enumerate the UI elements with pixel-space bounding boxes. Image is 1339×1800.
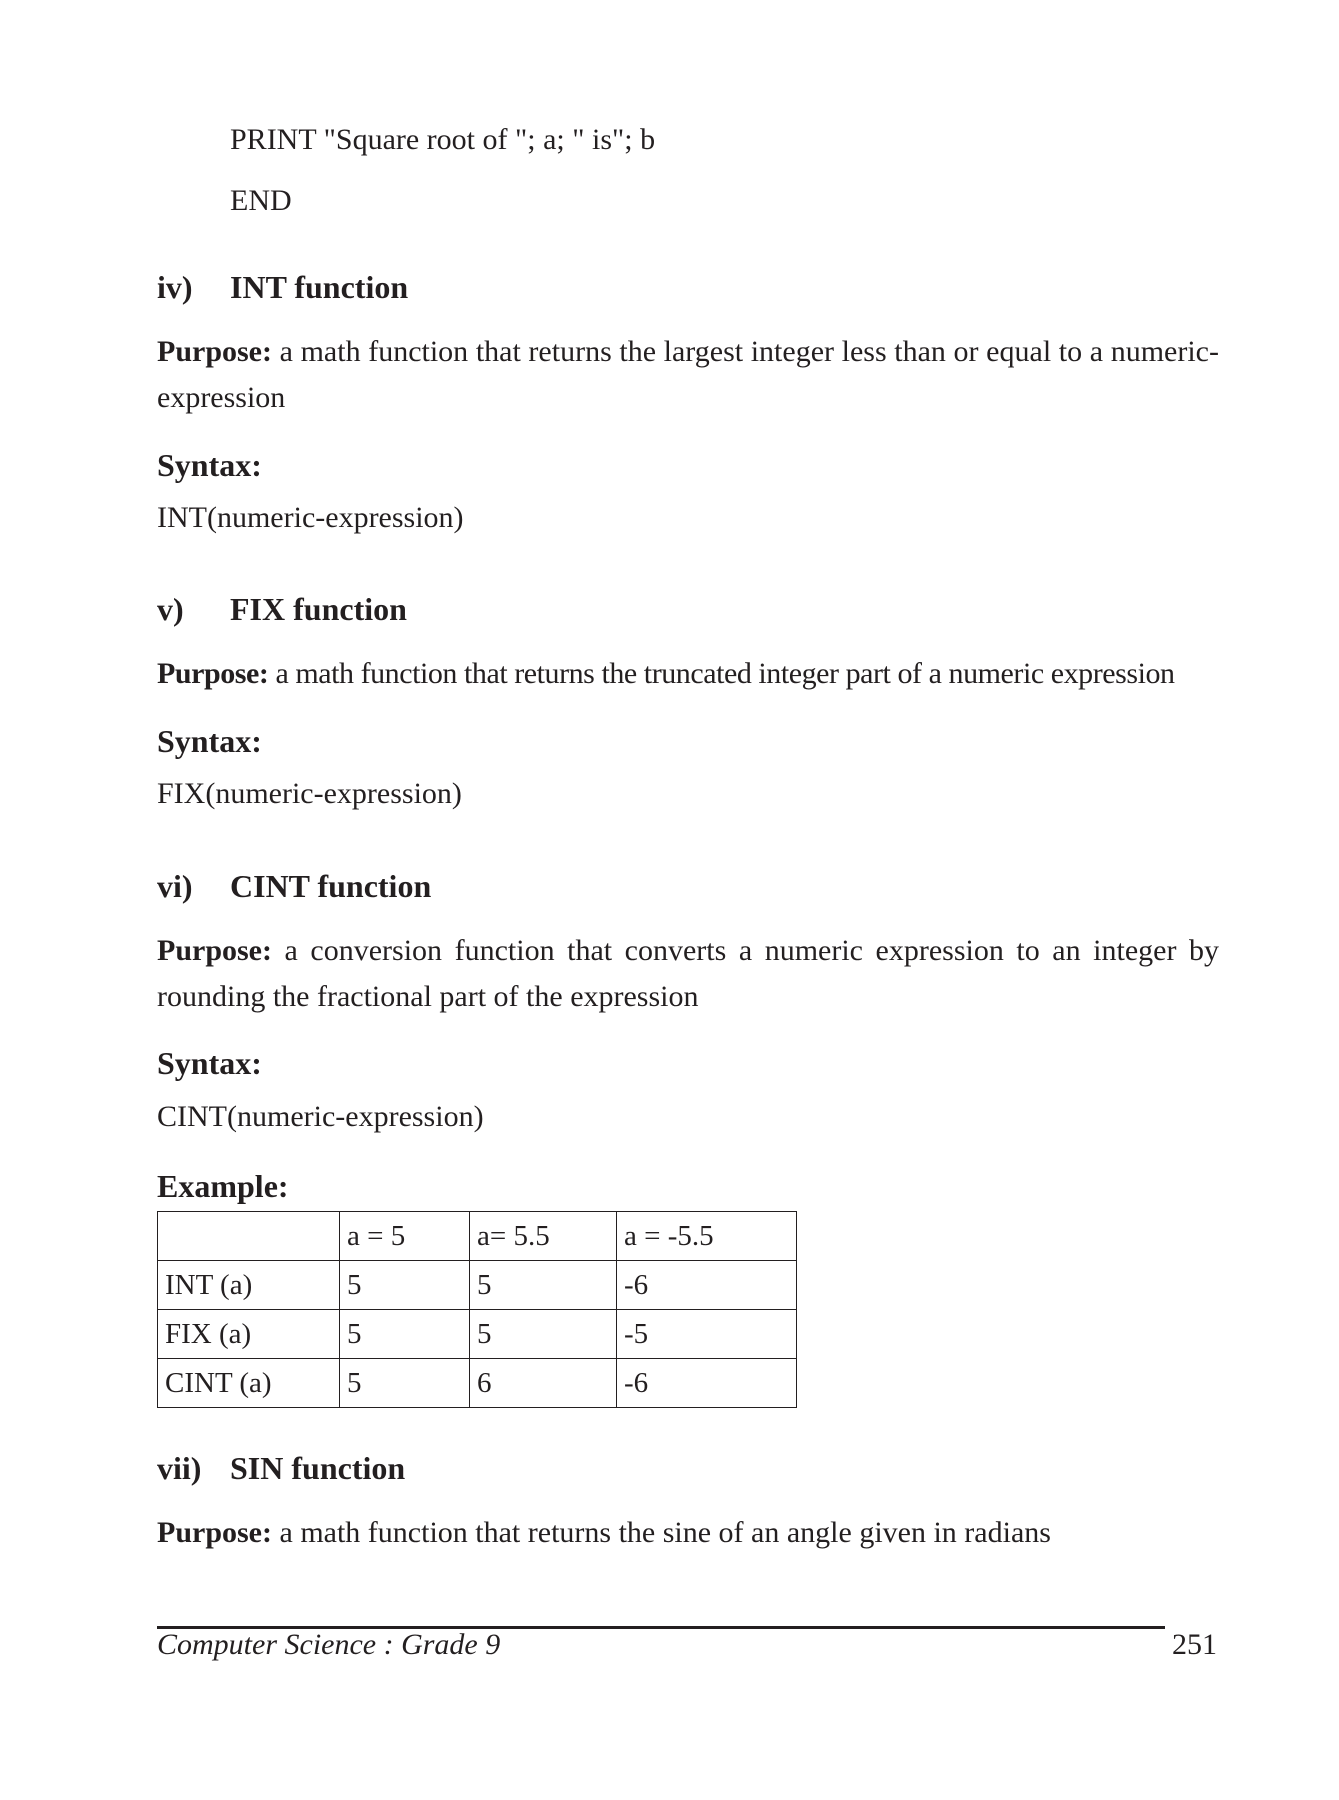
syntax-cint: CINT(numeric-expression) [157, 1100, 484, 1133]
footer-book-title: Computer Science : Grade 9 [157, 1628, 501, 1661]
table-row-label: INT (a) [158, 1261, 340, 1310]
example-table [157, 1211, 797, 1408]
table-cell: -6 [617, 1261, 797, 1310]
purpose-paragraph-cint [157, 928, 1219, 1020]
section-number: vii) [157, 1450, 202, 1486]
syntax-label-fix: Syntax: [157, 723, 262, 759]
purpose-label: Purpose: [157, 934, 272, 967]
table-cell: 5 [470, 1310, 617, 1359]
syntax-label-int: Syntax: [157, 447, 262, 483]
table-cell: 5 [470, 1261, 617, 1310]
table-header-cell: a = -5.5 [617, 1212, 797, 1261]
code-line-end: END [230, 184, 292, 217]
table-row [158, 1310, 797, 1359]
section-title: INT function [230, 269, 409, 305]
table-header-row [158, 1212, 797, 1261]
table-row [158, 1261, 797, 1310]
purpose-text: a math function that returns the truncated integer part of a numeric expression [268, 657, 1175, 690]
section-number: vi) [157, 868, 193, 904]
purpose-text: a math function that returns the sine of an angle given in radians [272, 1516, 1051, 1549]
section-title: FIX function [230, 591, 407, 627]
purpose-paragraph-sin [157, 1510, 1219, 1556]
table-row-label: FIX (a) [158, 1310, 340, 1359]
table-cell: -5 [617, 1310, 797, 1359]
purpose-paragraph-int [157, 329, 1219, 421]
page-number: 251 [1172, 1628, 1217, 1661]
syntax-fix: FIX(numeric-expression) [157, 777, 462, 810]
table-cell: 5 [340, 1261, 470, 1310]
purpose-label: Purpose: [157, 1516, 272, 1549]
purpose-text: a math function that returns the largest integer less than or equal to a numeric-expression [157, 335, 1219, 414]
purpose-label: Purpose: [157, 335, 272, 368]
section-title: CINT function [230, 868, 432, 904]
table-cell: 5 [340, 1310, 470, 1359]
table-row-label: CINT (a) [158, 1359, 340, 1408]
table-header-cell [158, 1212, 340, 1261]
section-title: SIN function [230, 1450, 406, 1486]
section-number: iv) [157, 269, 193, 305]
table-header-cell: a = 5 [340, 1212, 470, 1261]
code-line-print: PRINT "Square root of "; a; " is"; b [230, 123, 656, 156]
syntax-label-cint: Syntax: [157, 1045, 262, 1081]
purpose-paragraph-fix [157, 651, 1219, 697]
purpose-text: a conversion function that converts a numeric expression to an integer by rounding the fractional part of the expression [157, 934, 1219, 1013]
purpose-label: Purpose: [157, 657, 269, 690]
syntax-int: INT(numeric-expression) [157, 501, 464, 534]
section-number: v) [157, 591, 184, 627]
example-label: Example: [157, 1168, 289, 1204]
table-cell: 6 [470, 1359, 617, 1408]
table-cell: 5 [340, 1359, 470, 1408]
table-header-cell: a= 5.5 [470, 1212, 617, 1261]
table-row [158, 1359, 797, 1408]
table-cell: -6 [617, 1359, 797, 1408]
